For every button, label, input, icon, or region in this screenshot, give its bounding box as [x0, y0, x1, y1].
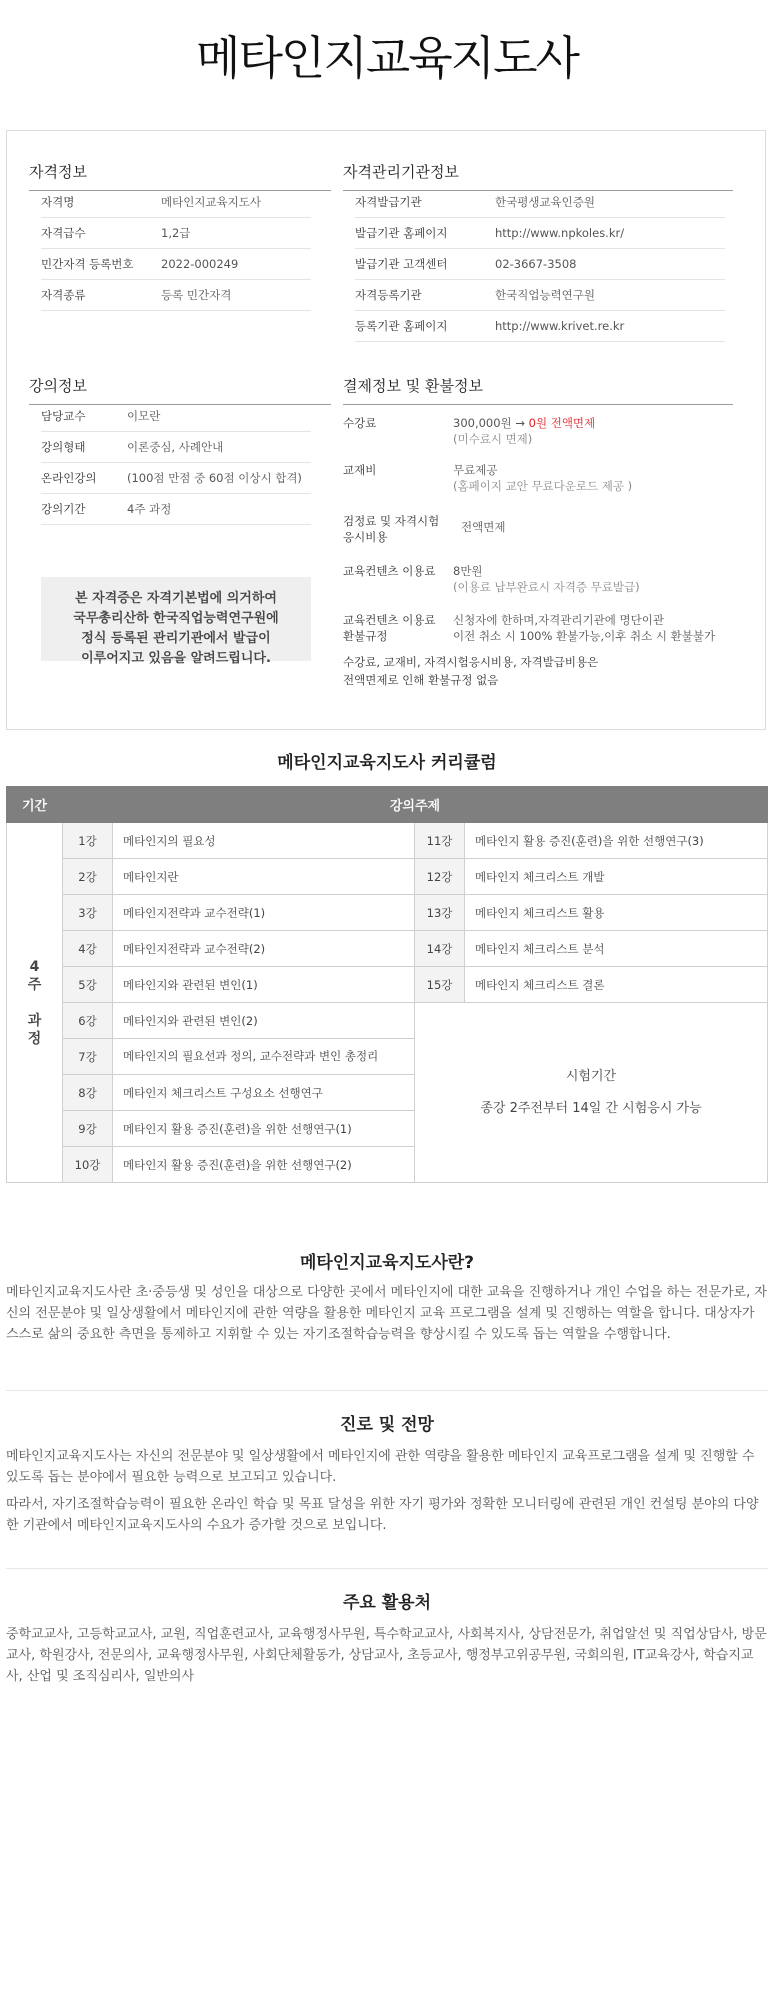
- row-value: 메타인지교육지도사: [161, 195, 261, 209]
- row-value: 1,2급: [161, 226, 191, 240]
- lecture-name: 메타인지 활용 증진(훈련)을 위한 선행연구(2): [113, 1147, 415, 1183]
- lecture-name: 메타인지 활용 증진(훈련)을 위한 선행연구(1): [113, 1111, 415, 1147]
- row-value: 등록 민간자격: [161, 288, 232, 302]
- course-info-title: 강의정보: [29, 375, 331, 405]
- lecture-number: 6강: [63, 1003, 113, 1039]
- row-key: 강의형태: [41, 440, 86, 454]
- lecture-name: 메타인지 체크리스트 개발: [465, 859, 768, 895]
- curriculum-row: [7, 823, 768, 859]
- row-key: 자격발급기관: [355, 195, 422, 209]
- lecture-name: 메타인지 활용 증진(훈련)을 위한 선행연구(3): [465, 823, 768, 859]
- course-info-row: [41, 401, 311, 432]
- row-key: 자격종류: [41, 288, 86, 302]
- refund-label: 교육컨텐츠 이용료 환불규정: [343, 613, 436, 643]
- org-info-row: [355, 311, 725, 342]
- qual-info-title: 자격정보: [29, 161, 331, 191]
- lecture-name: 메타인지전략과 교수전략(1): [113, 895, 415, 931]
- curriculum-title: 메타인지교육지도사 커리큘럼: [277, 753, 497, 773]
- lecture-name: 메타인지의 필요성: [113, 823, 415, 859]
- lecture-name: 메타인지의 필요선과 정의, 교수전략과 변인 총정리: [113, 1039, 415, 1075]
- notice-line: 국무총리산하 한국직업능력연구원에: [73, 611, 279, 626]
- book-value: 무료제공 (홈페이지 교안 무료다운로드 제공 ): [453, 463, 633, 493]
- curriculum-row: [7, 1003, 768, 1039]
- lecture-name: 메타인지 체크리스트 결론: [465, 967, 768, 1003]
- lecture-name: 메타인지 체크리스트 분석: [465, 931, 768, 967]
- lecture-number: 13강: [415, 895, 465, 931]
- lecture-name: 메타인지 체크리스트 구성요소 선행연구: [113, 1075, 415, 1111]
- lecture-number: 11강: [415, 823, 465, 859]
- row-value: 4주 과정: [127, 502, 172, 516]
- qual-info-row: [41, 280, 311, 311]
- course-info-row: [41, 463, 311, 494]
- qual-info-row: [41, 249, 311, 280]
- lecture-number: 2강: [63, 859, 113, 895]
- content-fee-label: 교육컨텐츠 이용료: [343, 564, 436, 578]
- career-text-2: 따라서, 자기조절학습능력이 필요한 온라인 학습 및 목표 달성을 위한 자기 평가와 정확한 모니터링에 관련된 개인 컨설팅 분야의 다양한 기관에서 메타인지교육지도사의 수요가 증가할 것으로 보입니다.: [6, 1497, 759, 1533]
- tuition-value: 300,000원 → 0원 전액면제 (미수료시 면제): [453, 416, 596, 446]
- row-key: 자격등록기관: [355, 288, 422, 302]
- lecture-name: 메타인지 체크리스트 활용: [465, 895, 768, 931]
- header-topic: 강의주제: [63, 787, 768, 823]
- lecture-number: 14강: [415, 931, 465, 967]
- lecture-number: 10강: [63, 1147, 113, 1183]
- curriculum-row: [7, 931, 768, 967]
- exam-text: 종강 2주전부터 14일 간 시험응시 가능: [480, 1100, 702, 1116]
- org-info-row: [355, 218, 725, 249]
- exam-title: 시험기간: [565, 1068, 617, 1084]
- row-key: 자격명: [41, 195, 75, 209]
- lecture-number: 5강: [63, 967, 113, 1003]
- divider: [6, 1390, 768, 1391]
- divider: [6, 1568, 768, 1569]
- usage-text: 중학교교사, 고등학교교사, 교원, 직업훈련교사, 교육행정사무원, 특수학교교사, 사회복지사, 상담전문가, 취업알선 및 직업상담사, 방문교사, 학원강사, 전문의사, 교육행정사무원, 사회단체활동가, 상담교사, 초등교사, 행정부고위공무원, 국회의원, IT교육강사, 학습지교사, 산업 및 조직심리사, 일반의사: [6, 1627, 767, 1684]
- row-value: 한국직업능력연구원: [495, 288, 595, 302]
- tuition-free: 0원 전액면제: [528, 416, 596, 430]
- curriculum-row: [7, 859, 768, 895]
- row-key: 강의기간: [41, 502, 86, 516]
- row-value: 한국평생교육인증원: [495, 195, 595, 209]
- row-key: 자격급수: [41, 226, 86, 240]
- row-key: 담당교수: [41, 409, 86, 423]
- book-sub: (홈페이지 교안 무료다운로드 제공 ): [453, 479, 633, 493]
- curriculum-table: [6, 786, 768, 1183]
- career-title: 진로 및 전망: [340, 1415, 434, 1435]
- notice-line: 정식 등록된 관리기관에서 발급이: [81, 631, 271, 646]
- payment-title: 결제정보 및 환불정보: [343, 375, 733, 405]
- lecture-number: 12강: [415, 859, 465, 895]
- about-text: 메타인지교육지도사란 초·중등생 및 성인을 대상으로 다양한 곳에서 메타인지에 대한 교육을 진행하거나 개인 수업을 하는 전문가로, 자신의 전문분야 및 일상생활에서 메타인지에 관한 역량을 활용한 메타인지 교육 프로그램을 설계 및 진행하는 역할을 합니다. 대상자가 스스로 삶의 중요한 측면을 통제하고 지휘할 수 있는 자기조절학습능력을 향상시킬 수 있도록 돕는 역할을 수행합니다.: [6, 1285, 767, 1342]
- row-value: http://www.krivet.re.kr: [495, 319, 625, 333]
- tuition-label: 수강료: [343, 416, 377, 430]
- info-box: [6, 130, 766, 730]
- curriculum-row: [7, 895, 768, 931]
- curriculum-row: [7, 967, 768, 1003]
- notice-line: 본 자격증은 자격기본법에 의거하여: [75, 591, 277, 606]
- refund-value: 신청자에 한하며,자격관리기관에 명단이관 이전 취소 시 100% 환불가능,이후 취소 시 환불불가: [453, 613, 716, 643]
- lecture-name: 메타인지와 관련된 변인(1): [113, 967, 415, 1003]
- payment-note: 수강료, 교재비, 자격시험응시비용, 자격발급비용은 전액면제로 인해 환불규정 없음: [343, 655, 599, 687]
- qual-info-row: [41, 218, 311, 249]
- row-value: http://www.npkoles.kr/: [495, 226, 625, 240]
- lecture-name: 메타인지란: [113, 859, 415, 895]
- row-key: 등록기관 홈페이지: [355, 319, 448, 333]
- content-fee-sub: (이용료 납부완료시 자격증 무료발급): [453, 580, 640, 594]
- exam-period-cell: [415, 1003, 768, 1183]
- payment-tuition-row: [343, 415, 733, 451]
- career-text-1: 메타인지교육지도사는 자신의 전문분야 및 일상생활에서 메타인지에 관한 역량을 활용한 메타인지 교육프로그램을 설계 및 진행할 수 있도록 돕는 분야에서 필요한 능력으로 보고되고 있습니다.: [6, 1449, 755, 1485]
- period-cell: 4 주 과 정: [7, 823, 63, 1183]
- lecture-number: 7강: [63, 1039, 113, 1075]
- lecture-number: 15강: [415, 967, 465, 1003]
- content-fee-value: 8만원 (이용료 납부완료시 자격증 무료발급): [453, 564, 640, 594]
- org-info-row: [355, 249, 725, 280]
- notice-box: [41, 577, 311, 666]
- qual-info-row: [41, 187, 311, 218]
- lecture-number: 3강: [63, 895, 113, 931]
- course-info-row: [41, 494, 311, 525]
- usage-title: 주요 활용처: [342, 1593, 432, 1613]
- lecture-number: 9강: [63, 1111, 113, 1147]
- lecture-name: 메타인지와 관련된 변인(2): [113, 1003, 415, 1039]
- lecture-name: 메타인지전략과 교수전략(2): [113, 931, 415, 967]
- course-info-row: [41, 432, 311, 463]
- row-key: 발급기관 홈페이지: [355, 226, 448, 240]
- row-value: 2022-000249: [161, 257, 239, 271]
- header-period: 기간: [7, 787, 63, 823]
- org-info-row: [355, 187, 725, 218]
- exam-fee-label: 검정료 및 자격시험 응시비용: [343, 514, 440, 544]
- row-key: 발급기관 고객센터: [355, 257, 448, 271]
- lecture-number: 8강: [63, 1075, 113, 1111]
- about-title: 메타인지교육지도사란?: [299, 1253, 475, 1273]
- tuition-sub: (미수료시 면제): [453, 432, 533, 446]
- org-info-row: [355, 280, 725, 311]
- row-value: 이론중심, 사례안내: [127, 440, 224, 454]
- notice-line: 이루어지고 있음을 알려드립니다.: [81, 651, 271, 666]
- lecture-number: 1강: [63, 823, 113, 859]
- exam-fee-value: 전액면제: [461, 520, 506, 534]
- page-title: 메타인지교육지도사: [196, 31, 578, 85]
- book-label: 교재비: [343, 463, 377, 477]
- row-key: 민간자격 등록번호: [41, 257, 134, 271]
- row-key: 온라인강의: [41, 471, 97, 485]
- row-value: (100점 만점 중 60점 이상시 합격): [127, 471, 302, 485]
- org-info-title: 자격관리기관정보: [343, 161, 733, 191]
- lecture-number: 4강: [63, 931, 113, 967]
- row-value: 02-3667-3508: [495, 257, 577, 271]
- row-value: 이모란: [127, 409, 161, 423]
